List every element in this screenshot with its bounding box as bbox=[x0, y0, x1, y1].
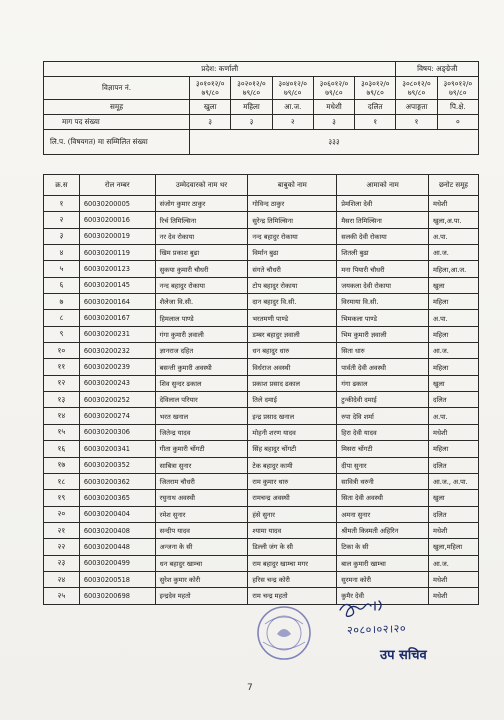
serial-cell: १३ bbox=[44, 392, 80, 408]
father-name-cell: धन बहादुर धारु bbox=[248, 343, 337, 359]
table-row bbox=[44, 310, 479, 326]
mother-name-cell: रुपा देवि शर्मा bbox=[337, 408, 429, 424]
candidate-name-cell: बसन्ती कुमारी अवस्थी bbox=[155, 359, 248, 375]
subject-cell: विषय: अङ्ग्रेजी bbox=[396, 62, 479, 77]
ad-code-cell: ३०२०१२/० ७९/८० bbox=[231, 77, 272, 100]
father-name-cell: राम कुमार थारु bbox=[248, 473, 337, 489]
serial-cell: २१ bbox=[44, 522, 80, 538]
serial-cell: ४ bbox=[44, 245, 80, 261]
roll-number-cell: 60030200016 bbox=[79, 212, 155, 228]
table-row bbox=[44, 343, 479, 359]
candidate-name-cell: जितेन्द्र यादव bbox=[155, 424, 248, 440]
table-row bbox=[44, 539, 479, 555]
candidate-name-cell: खिम प्रकाश बुढा bbox=[155, 245, 248, 261]
serial-cell: १६ bbox=[44, 441, 80, 457]
table-row bbox=[44, 245, 479, 261]
group-cell: मधेशी bbox=[313, 100, 354, 115]
col-header-candidate: उम्मेदवारको नाम थर bbox=[155, 175, 248, 196]
selection-group-cell: मधेशी bbox=[429, 196, 479, 212]
serial-cell: २३ bbox=[44, 555, 80, 571]
serial-cell: ७ bbox=[44, 294, 80, 310]
selection-group-cell: आ.ज., अ.पा. bbox=[429, 473, 479, 489]
table-row bbox=[44, 228, 479, 244]
mother-name-cell: श्रीमती किस्मती अहिरिन bbox=[337, 522, 429, 538]
selection-group-cell: खुला,महिला bbox=[429, 539, 479, 555]
candidate-name-cell: रघुनाथ अवस्थी bbox=[155, 490, 248, 506]
mother-name-cell: जयकला देवी रोकाया bbox=[337, 277, 429, 293]
group-cell: महिला bbox=[231, 100, 272, 115]
selection-group-cell: दलित bbox=[429, 506, 479, 522]
father-name-cell: संगते चौधरी bbox=[248, 261, 337, 277]
signature-date: २०८०।०२।२० bbox=[346, 621, 407, 638]
roll-number-cell: 60030200232 bbox=[79, 343, 155, 359]
father-name-cell: इन्द्र प्रसाद खनाल bbox=[248, 408, 337, 424]
mother-name-cell: मैसरा तिमिल्सिना bbox=[337, 212, 429, 228]
serial-cell: १० bbox=[44, 343, 80, 359]
candidate-name-cell: शैलेजा वि.सी. bbox=[155, 294, 248, 310]
table-row bbox=[44, 359, 479, 375]
father-name-cell: नन्द बहादुर रोकाया bbox=[248, 228, 337, 244]
father-name-cell: राम बहादुर खाम्चा मगर bbox=[248, 555, 337, 571]
group-cell: आ.ज. bbox=[272, 100, 313, 115]
mother-name-cell: बाल कुमारी खाम्चा bbox=[337, 555, 429, 571]
father-name-cell: श्यामा यादव bbox=[248, 522, 337, 538]
father-name-cell: भरतमणी पाण्डे bbox=[248, 310, 337, 326]
mother-name-cell: सिता देवी अवस्थी bbox=[337, 490, 429, 506]
mother-name-cell: भिम कुमारी ज्ञवाली bbox=[337, 326, 429, 342]
serial-cell: १२ bbox=[44, 375, 80, 391]
table-body bbox=[44, 196, 479, 605]
serial-cell: ९ bbox=[44, 326, 80, 342]
col-header-father: बाबुको नाम bbox=[248, 175, 337, 196]
ad-code-cell: ३०९०१२/० ७९/८० bbox=[437, 77, 478, 100]
serial-cell: १९ bbox=[44, 490, 80, 506]
roll-number-cell: 60030200243 bbox=[79, 375, 155, 391]
mother-name-cell: हिरा देवी यादव bbox=[337, 424, 429, 440]
father-name-cell: सुरेन्द्र तिमिल्सिना bbox=[248, 212, 337, 228]
serial-cell: ३ bbox=[44, 228, 80, 244]
father-name-cell: सिंह बहादुर चोंगटी bbox=[248, 441, 337, 457]
demand-cell: ३ bbox=[190, 115, 231, 130]
group-cell: पि.क्षे. bbox=[437, 100, 478, 115]
ad-code-cell: ३०४०१२/० ७९/८० bbox=[272, 77, 313, 100]
roll-number-cell: 60030200019 bbox=[79, 228, 155, 244]
total-label: लि.प. (विषयगत) मा सम्मिलित संख्या bbox=[44, 130, 190, 155]
table-row bbox=[44, 196, 479, 212]
father-name-cell: डम्बर बहादुर ज्ञवाली bbox=[248, 326, 337, 342]
roll-number-cell: 60030200231 bbox=[79, 326, 155, 342]
roll-number-cell: 60030200167 bbox=[79, 310, 155, 326]
table-row bbox=[44, 392, 479, 408]
ad-code-cell: ३०१०१२/० ७९/८० bbox=[190, 77, 231, 100]
father-name-cell: हंसे सुनार bbox=[248, 506, 337, 522]
mother-name-cell: सुरमना कोरी bbox=[337, 571, 429, 587]
mother-name-cell: दीपा सुनार bbox=[337, 457, 429, 473]
mother-name-cell: सलकी देवी रोकाया bbox=[337, 228, 429, 244]
selection-group-cell: आ.ज. bbox=[429, 343, 479, 359]
selection-group-cell: अ.पा. bbox=[429, 310, 479, 326]
mother-name-cell: प्रेमशिला देवी bbox=[337, 196, 429, 212]
mother-name-cell: टुन्कीदेवी दमाई bbox=[337, 392, 429, 408]
candidate-name-cell: शिव सुन्दर ढकाल bbox=[155, 375, 248, 391]
father-name-cell: हरिस चन्द्र कोरी bbox=[248, 571, 337, 587]
table-row bbox=[44, 522, 479, 538]
selection-group-cell: दलित bbox=[429, 392, 479, 408]
selection-group-cell: मधेशी bbox=[429, 522, 479, 538]
father-name-cell: टेक बहादुर कामी bbox=[248, 457, 337, 473]
selection-group-cell: खुला,अ.पा. bbox=[429, 212, 479, 228]
selection-group-cell: खुला bbox=[429, 375, 479, 391]
selection-group-cell: महिला bbox=[429, 359, 479, 375]
serial-cell: १७ bbox=[44, 457, 80, 473]
group-label: समूह bbox=[44, 100, 190, 115]
page-number: 7 bbox=[247, 683, 253, 693]
roll-number-cell: 60030200274 bbox=[79, 408, 155, 424]
selection-group-cell: महिला bbox=[429, 441, 479, 457]
table-row bbox=[44, 506, 479, 522]
mother-name-cell: पार्वती देवी अवस्थी bbox=[337, 359, 429, 375]
father-name-cell: टोप बहादुर रोकाया bbox=[248, 277, 337, 293]
mother-name-cell: सावित्री थरुनी bbox=[337, 473, 429, 489]
candidate-name-cell: सन्दीप यादव bbox=[155, 522, 248, 538]
selection-group-cell: अ.पा. bbox=[429, 408, 479, 424]
serial-cell: १५ bbox=[44, 424, 80, 440]
selection-group-cell: मधेशी bbox=[429, 588, 479, 604]
roll-number-cell: 60030200164 bbox=[79, 294, 155, 310]
candidate-name-cell: धन बहादुर खाम्चा bbox=[155, 555, 248, 571]
col-header-group: छनोट समूह bbox=[429, 175, 479, 196]
candidate-name-cell: रिर्च तिमिल्सिना bbox=[155, 212, 248, 228]
selection-group-cell: दलित bbox=[429, 457, 479, 473]
table-row bbox=[44, 212, 479, 228]
table-row bbox=[44, 277, 479, 293]
col-header-roll: रोल नम्बर bbox=[79, 175, 155, 196]
roll-number-cell: 60030200239 bbox=[79, 359, 155, 375]
demand-label: माग पद संख्या bbox=[44, 115, 190, 130]
father-name-cell: प्रकाश प्रसाद ढकाल bbox=[248, 375, 337, 391]
province-cell: प्रदेश: कर्णाली bbox=[44, 62, 396, 77]
total-count: ३३३ bbox=[190, 130, 479, 155]
roll-number-cell: 60030200408 bbox=[79, 522, 155, 538]
table-row bbox=[44, 490, 479, 506]
candidate-name-cell: जितराम चौधरी bbox=[155, 473, 248, 489]
serial-cell: २० bbox=[44, 506, 80, 522]
father-name-cell: मोहनी शरण यादव bbox=[248, 424, 337, 440]
ad-number-label: विज्ञापन नं. bbox=[44, 77, 190, 100]
candidate-name-cell: रमेश सुनार bbox=[155, 506, 248, 522]
ad-code-cell: ३०८०१२/० ७९/८० bbox=[396, 77, 437, 100]
mother-name-cell: टिका के सी bbox=[337, 539, 429, 555]
table-row bbox=[44, 326, 479, 342]
candidate-name-cell: हिमलाल पाण्डे bbox=[155, 310, 248, 326]
col-header-mother: आमाको नाम bbox=[337, 175, 429, 196]
table-row bbox=[44, 473, 479, 489]
serial-cell: २ bbox=[44, 212, 80, 228]
col-header-serial: क्र.स bbox=[44, 175, 80, 196]
selection-group-cell: महिला,आ.ज. bbox=[429, 261, 479, 277]
selection-group-cell: आ.ज. bbox=[429, 245, 479, 261]
serial-cell: १४ bbox=[44, 408, 80, 424]
table-row bbox=[44, 294, 479, 310]
mother-name-cell: मना पियारी चौधरी bbox=[337, 261, 429, 277]
father-name-cell: राम चन्द्र महतो bbox=[248, 588, 337, 604]
mother-name-cell: कुमैर देवी bbox=[337, 588, 429, 604]
mother-name-cell: शितली बुढा bbox=[337, 245, 429, 261]
demand-cell: १ bbox=[396, 115, 437, 130]
table-row bbox=[44, 441, 479, 457]
selection-group-cell: अ.पा. bbox=[429, 228, 479, 244]
selection-group-cell: महिला bbox=[429, 294, 479, 310]
selection-group-cell: खुला bbox=[429, 277, 479, 293]
group-cell: दलित bbox=[355, 100, 396, 115]
candidate-name-cell: भरत खनाल bbox=[155, 408, 248, 424]
father-name-cell: डिल्ली जंग के सी bbox=[248, 539, 337, 555]
father-name-cell: गोविन्द ठाकुर bbox=[248, 196, 337, 212]
roll-number-cell: 60030200352 bbox=[79, 457, 155, 473]
roll-number-cell: 60030200448 bbox=[79, 539, 155, 555]
table-row bbox=[44, 261, 479, 277]
table-row bbox=[44, 375, 479, 391]
mother-name-cell: भिमकला पाण्डे bbox=[337, 310, 429, 326]
roll-number-cell: 60030200518 bbox=[79, 571, 155, 587]
father-name-cell: रामचन्द्र अवस्थी bbox=[248, 490, 337, 506]
candidate-name-cell: सुरेश कुमार कोरी bbox=[155, 571, 248, 587]
roll-number-cell: 60030200404 bbox=[79, 506, 155, 522]
candidate-table bbox=[43, 174, 479, 605]
roll-number-cell: 60030200252 bbox=[79, 392, 155, 408]
serial-cell: ६ bbox=[44, 277, 80, 293]
selection-group-cell: खुला bbox=[429, 490, 479, 506]
candidate-name-cell: नन्द बहादुर रोकाया bbox=[155, 277, 248, 293]
mother-name-cell: विरमाया वि.सी. bbox=[337, 294, 429, 310]
father-name-cell: विर्धराज अवस्थी bbox=[248, 359, 337, 375]
group-cell: अपाङ्गता bbox=[396, 100, 437, 115]
table-row bbox=[44, 555, 479, 571]
candidate-name-cell: संजोग कुमार ठाकुर bbox=[155, 196, 248, 212]
serial-cell: १ bbox=[44, 196, 80, 212]
demand-cell: ३ bbox=[231, 115, 272, 130]
candidate-name-cell: ज्ञानराज दहित bbox=[155, 343, 248, 359]
demand-cell: ० bbox=[437, 115, 478, 130]
roll-number-cell: 60030200123 bbox=[79, 261, 155, 277]
candidate-name-cell: देविलाल परियार bbox=[155, 392, 248, 408]
vacancy-summary-table bbox=[43, 61, 479, 155]
office-seal-stamp bbox=[255, 604, 313, 662]
father-name-cell: दान बहादुर वि.सी. bbox=[248, 294, 337, 310]
demand-cell: २ bbox=[272, 115, 313, 130]
serial-cell: २४ bbox=[44, 571, 80, 587]
candidate-name-cell: अन्जना के सी bbox=[155, 539, 248, 555]
ad-code-cell: ३०६०१२/० ७९/८० bbox=[313, 77, 354, 100]
demand-cell: ३ bbox=[313, 115, 354, 130]
serial-cell: ११ bbox=[44, 359, 80, 375]
selection-group-cell: मधेशी bbox=[429, 424, 479, 440]
candidate-name-cell: इन्द्रदेव महतो bbox=[155, 588, 248, 604]
roll-number-cell: 60030200341 bbox=[79, 441, 155, 457]
candidate-name-cell: साबित्रा सुनार bbox=[155, 457, 248, 473]
serial-cell: ८ bbox=[44, 310, 80, 326]
selection-group-cell: महिला bbox=[429, 326, 479, 342]
mother-name-cell: मिसरा चोंगटी bbox=[337, 441, 429, 457]
roll-number-cell: 60030200306 bbox=[79, 424, 155, 440]
roll-number-cell: 60030200119 bbox=[79, 245, 155, 261]
roll-number-cell: 60030200145 bbox=[79, 277, 155, 293]
mother-name-cell: अमना सुनार bbox=[337, 506, 429, 522]
serial-cell: १८ bbox=[44, 473, 80, 489]
serial-cell: २२ bbox=[44, 539, 80, 555]
roll-number-cell: 60030200362 bbox=[79, 473, 155, 489]
serial-cell: २५ bbox=[44, 588, 80, 604]
roll-number-cell: 60030200005 bbox=[79, 196, 155, 212]
roll-number-cell: 60030200698 bbox=[79, 588, 155, 604]
table-row bbox=[44, 424, 479, 440]
roll-number-cell: 60030200365 bbox=[79, 490, 155, 506]
father-name-cell: विर्मान बुढा bbox=[248, 245, 337, 261]
table-header-row bbox=[44, 175, 479, 196]
mother-name-cell: गंगा ढकाल bbox=[337, 375, 429, 391]
candidate-name-cell: गंगा कुमारी ज्ञवाली bbox=[155, 326, 248, 342]
candidate-name-cell: सुकया कुमारी चौधरी bbox=[155, 261, 248, 277]
serial-cell: ५ bbox=[44, 261, 80, 277]
candidate-name-cell: गीता कुमारी चोंगटी bbox=[155, 441, 248, 457]
candidate-name-cell: नर देव रोकाया bbox=[155, 228, 248, 244]
ad-code-cell: ३०३०१२/० ७९/८० bbox=[355, 77, 396, 100]
table-row bbox=[44, 571, 479, 587]
selection-group-cell: आ.ज. bbox=[429, 555, 479, 571]
demand-cell: १ bbox=[355, 115, 396, 130]
signatory-title: उप सचिव bbox=[380, 648, 427, 663]
roll-number-cell: 60030200499 bbox=[79, 555, 155, 571]
table-row bbox=[44, 457, 479, 473]
mother-name-cell: सिता धारु bbox=[337, 343, 429, 359]
table-row bbox=[44, 408, 479, 424]
group-cell: खुला bbox=[190, 100, 231, 115]
selection-group-cell: मधेशी bbox=[429, 571, 479, 587]
father-name-cell: तिले दमाई bbox=[248, 392, 337, 408]
